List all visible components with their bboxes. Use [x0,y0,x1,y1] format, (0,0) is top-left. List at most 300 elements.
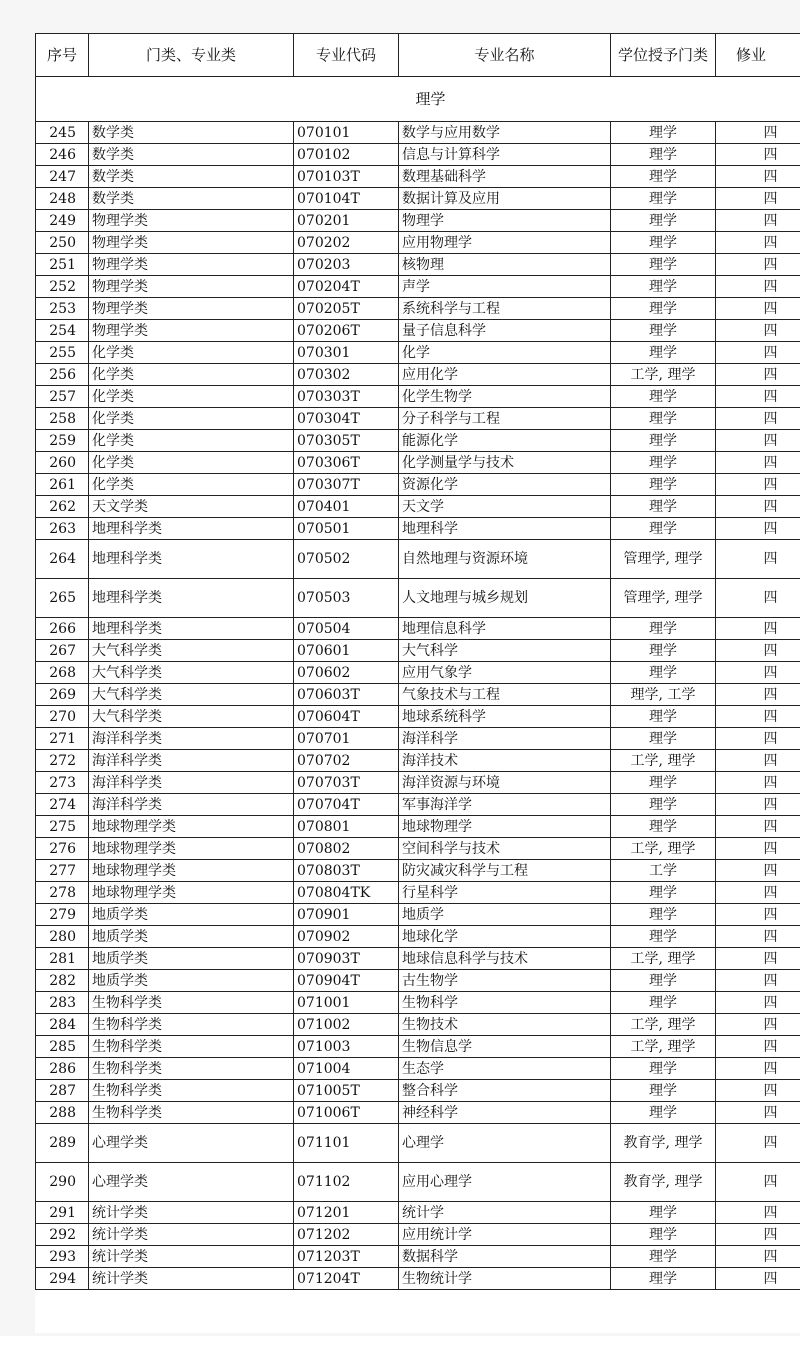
cell-name: 化学测量学与技术 [399,452,611,474]
cell-no: 275 [36,816,89,838]
cell-no: 258 [36,408,89,430]
cell-name: 数学与应用数学 [399,122,611,144]
cell-category: 化学类 [89,474,294,496]
table-row [36,122,800,144]
cell-years: 四 [716,1102,800,1124]
cell-degree: 理学 [611,166,716,188]
cell-years: 四 [716,1163,800,1202]
cell-name: 生物科学 [399,992,611,1014]
cell-category: 物理学类 [89,276,294,298]
table-row [36,706,800,728]
cell-code: 070903T [294,948,399,970]
cell-code: 070704T [294,794,399,816]
header-code: 专业代码 [294,34,399,77]
cell-code: 070103T [294,166,399,188]
cell-degree: 理学 [611,496,716,518]
cell-years: 四 [716,1036,800,1058]
cell-category: 数学类 [89,122,294,144]
table-row [36,254,800,276]
cell-no: 255 [36,342,89,364]
cell-years: 四 [716,430,800,452]
cell-code: 071005T [294,1080,399,1102]
cell-years: 四 [716,122,800,144]
header-years: 修业 [716,34,800,77]
cell-name: 心理学 [399,1124,611,1163]
cell-category: 统计学类 [89,1224,294,1246]
cell-category: 化学类 [89,386,294,408]
cell-name: 分子科学与工程 [399,408,611,430]
cell-name: 空间科学与技术 [399,838,611,860]
cell-name: 系统科学与工程 [399,298,611,320]
table-row [36,684,800,706]
cell-name: 地质学 [399,904,611,926]
cell-code: 070702 [294,750,399,772]
cell-no: 290 [36,1163,89,1202]
cell-name: 地球信息科学与技术 [399,948,611,970]
section-row [36,77,800,122]
cell-no: 250 [36,232,89,254]
cell-no: 284 [36,1014,89,1036]
table-row [36,1246,800,1268]
cell-no: 254 [36,320,89,342]
cell-name: 生物统计学 [399,1268,611,1290]
cell-category: 大气科学类 [89,684,294,706]
cell-no: 257 [36,386,89,408]
cell-years: 四 [716,640,800,662]
table-row [36,1014,800,1036]
header-category: 门类、专业类 [89,34,294,77]
table-row [36,540,800,579]
cell-years: 四 [716,904,800,926]
cell-code: 071202 [294,1224,399,1246]
table-row [36,794,800,816]
cell-degree: 理学 [611,618,716,640]
cell-code: 070204T [294,276,399,298]
table-row [36,188,800,210]
cell-no: 280 [36,926,89,948]
cell-category: 生物科学类 [89,992,294,1014]
table-row [36,1224,800,1246]
cell-no: 268 [36,662,89,684]
cell-category: 物理学类 [89,254,294,276]
cell-category: 海洋科学类 [89,794,294,816]
cell-no: 277 [36,860,89,882]
cell-name: 统计学 [399,1202,611,1224]
cell-degree: 理学 [611,728,716,750]
cell-no: 256 [36,364,89,386]
cell-years: 四 [716,662,800,684]
table-row [36,232,800,254]
cell-no: 266 [36,618,89,640]
cell-degree: 理学 [611,882,716,904]
cell-degree: 工学, 理学 [611,750,716,772]
cell-no: 283 [36,992,89,1014]
table-row [36,926,800,948]
cell-degree: 管理学, 理学 [611,540,716,579]
cell-category: 生物科学类 [89,1014,294,1036]
cell-no: 261 [36,474,89,496]
cell-category: 地质学类 [89,904,294,926]
cell-no: 271 [36,728,89,750]
cell-code: 070601 [294,640,399,662]
cell-category: 地质学类 [89,970,294,992]
cell-category: 心理学类 [89,1163,294,1202]
cell-code: 070603T [294,684,399,706]
cell-name: 地理科学 [399,518,611,540]
cell-degree: 理学 [611,1102,716,1124]
cell-years: 四 [716,386,800,408]
cell-no: 282 [36,970,89,992]
cell-years: 四 [716,1224,800,1246]
cell-no: 269 [36,684,89,706]
cell-code: 070205T [294,298,399,320]
cell-category: 化学类 [89,342,294,364]
cell-no: 252 [36,276,89,298]
cell-code: 070902 [294,926,399,948]
cell-category: 地理科学类 [89,518,294,540]
cell-category: 物理学类 [89,320,294,342]
cell-no: 272 [36,750,89,772]
cell-no: 291 [36,1202,89,1224]
cell-no: 251 [36,254,89,276]
cell-years: 四 [716,970,800,992]
cell-code: 070901 [294,904,399,926]
cell-degree: 工学 [611,860,716,882]
cell-code: 071102 [294,1163,399,1202]
cell-no: 281 [36,948,89,970]
cell-years: 四 [716,926,800,948]
cell-code: 070101 [294,122,399,144]
cell-degree: 理学 [611,386,716,408]
page-bottom-margin [0,1336,800,1368]
cell-name: 应用化学 [399,364,611,386]
table-row [36,992,800,1014]
cell-years: 四 [716,948,800,970]
table-row [36,728,800,750]
cell-years: 四 [716,342,800,364]
cell-no: 249 [36,210,89,232]
cell-code: 070302 [294,364,399,386]
cell-category: 统计学类 [89,1246,294,1268]
cell-degree: 理学 [611,144,716,166]
cell-years: 四 [716,1268,800,1290]
cell-years: 四 [716,992,800,1014]
cell-no: 264 [36,540,89,579]
cell-degree: 工学, 理学 [611,838,716,860]
cell-category: 大气科学类 [89,706,294,728]
cell-category: 地球物理学类 [89,816,294,838]
cell-years: 四 [716,540,800,579]
cell-years: 四 [716,750,800,772]
cell-no: 276 [36,838,89,860]
cell-years: 四 [716,518,800,540]
cell-name: 应用心理学 [399,1163,611,1202]
cell-years: 四 [716,474,800,496]
cell-category: 海洋科学类 [89,772,294,794]
table-row [36,579,800,618]
cell-degree: 理学 [611,254,716,276]
cell-name: 应用统计学 [399,1224,611,1246]
cell-degree: 理学 [611,122,716,144]
cell-code: 071002 [294,1014,399,1036]
cell-category: 大气科学类 [89,640,294,662]
table-row [36,750,800,772]
cell-no: 278 [36,882,89,904]
table-row [36,970,800,992]
cell-name: 数据计算及应用 [399,188,611,210]
cell-name: 生物技术 [399,1014,611,1036]
cell-code: 070201 [294,210,399,232]
cell-years: 四 [716,1202,800,1224]
cell-degree: 理学 [611,662,716,684]
table-row [36,1058,800,1080]
cell-degree: 理学 [611,276,716,298]
cell-degree: 教育学, 理学 [611,1124,716,1163]
cell-years: 四 [716,496,800,518]
cell-code: 070206T [294,320,399,342]
cell-years: 四 [716,188,800,210]
cell-code: 070801 [294,816,399,838]
cell-code: 070503 [294,579,399,618]
cell-category: 海洋科学类 [89,750,294,772]
cell-category: 物理学类 [89,232,294,254]
cell-degree: 理学 [611,518,716,540]
cell-name: 军事海洋学 [399,794,611,816]
cell-degree: 理学 [611,1268,716,1290]
cell-code: 070501 [294,518,399,540]
cell-years: 四 [716,276,800,298]
cell-degree: 理学 [611,706,716,728]
cell-degree: 理学 [611,430,716,452]
table-row [36,518,800,540]
table-row [36,386,800,408]
table-row [36,640,800,662]
cell-category: 天文学类 [89,496,294,518]
cell-years: 四 [716,618,800,640]
cell-no: 292 [36,1224,89,1246]
cell-category: 化学类 [89,408,294,430]
cell-name: 数据科学 [399,1246,611,1268]
cell-name: 气象技术与工程 [399,684,611,706]
table-row [36,276,800,298]
cell-code: 071003 [294,1036,399,1058]
cell-degree: 理学 [611,188,716,210]
table-row [36,496,800,518]
cell-category: 统计学类 [89,1202,294,1224]
cell-category: 数学类 [89,166,294,188]
header-row [36,34,800,77]
cell-years: 四 [716,364,800,386]
cell-code: 070504 [294,618,399,640]
cell-years: 四 [716,1080,800,1102]
cell-name: 声学 [399,276,611,298]
cell-name: 自然地理与资源环境 [399,540,611,579]
cell-code: 070202 [294,232,399,254]
header-name: 专业名称 [399,34,611,77]
cell-years: 四 [716,728,800,750]
cell-years: 四 [716,794,800,816]
cell-code: 070602 [294,662,399,684]
cell-no: 247 [36,166,89,188]
cell-category: 化学类 [89,430,294,452]
cell-category: 生物科学类 [89,1102,294,1124]
cell-name: 能源化学 [399,430,611,452]
cell-degree: 理学 [611,320,716,342]
cell-years: 四 [716,772,800,794]
cell-code: 070203 [294,254,399,276]
cell-no: 294 [36,1268,89,1290]
cell-years: 四 [716,452,800,474]
cell-name: 海洋科学 [399,728,611,750]
cell-degree: 理学 [611,210,716,232]
cell-category: 海洋科学类 [89,728,294,750]
cell-degree: 理学 [611,342,716,364]
cell-category: 心理学类 [89,1124,294,1163]
cell-category: 生物科学类 [89,1058,294,1080]
table-row [36,1124,800,1163]
table-row [36,166,800,188]
cell-years: 四 [716,579,800,618]
cell-no: 287 [36,1080,89,1102]
table-row [36,320,800,342]
cell-code: 070701 [294,728,399,750]
cell-no: 286 [36,1058,89,1080]
cell-name: 行星科学 [399,882,611,904]
cell-category: 物理学类 [89,298,294,320]
cell-years: 四 [716,144,800,166]
cell-category: 地理科学类 [89,540,294,579]
cell-code: 070104T [294,188,399,210]
cell-no: 246 [36,144,89,166]
cell-code: 070303T [294,386,399,408]
cell-code: 070307T [294,474,399,496]
cell-degree: 理学 [611,904,716,926]
cell-degree: 工学, 理学 [611,1014,716,1036]
cell-years: 四 [716,408,800,430]
table-row [36,838,800,860]
table-row [36,210,800,232]
cell-degree: 工学, 理学 [611,364,716,386]
cell-degree: 理学 [611,772,716,794]
cell-degree: 工学, 理学 [611,948,716,970]
cell-degree: 理学 [611,992,716,1014]
table-row [36,882,800,904]
cell-no: 279 [36,904,89,926]
cell-name: 海洋技术 [399,750,611,772]
cell-name: 资源化学 [399,474,611,496]
cell-no: 253 [36,298,89,320]
cell-years: 四 [716,882,800,904]
cell-name: 神经科学 [399,1102,611,1124]
cell-category: 统计学类 [89,1268,294,1290]
cell-degree: 理学 [611,794,716,816]
cell-degree: 工学, 理学 [611,1036,716,1058]
cell-code: 070604T [294,706,399,728]
cell-category: 数学类 [89,144,294,166]
cell-no: 262 [36,496,89,518]
cell-no: 289 [36,1124,89,1163]
cell-degree: 理学 [611,1202,716,1224]
cell-name: 海洋资源与环境 [399,772,611,794]
cell-code: 071203T [294,1246,399,1268]
cell-years: 四 [716,1058,800,1080]
cell-category: 数学类 [89,188,294,210]
cell-name: 天文学 [399,496,611,518]
cell-years: 四 [716,166,800,188]
cell-degree: 理学, 工学 [611,684,716,706]
cell-category: 大气科学类 [89,662,294,684]
cell-degree: 理学 [611,970,716,992]
table-row [36,1268,800,1290]
cell-code: 070401 [294,496,399,518]
table-row [36,430,800,452]
cell-degree: 理学 [611,926,716,948]
cell-name: 化学 [399,342,611,364]
cell-code: 071204T [294,1268,399,1290]
cell-degree: 理学 [611,816,716,838]
cell-category: 化学类 [89,452,294,474]
cell-degree: 理学 [611,298,716,320]
cell-no: 263 [36,518,89,540]
majors-table [35,33,800,1290]
cell-name: 核物理 [399,254,611,276]
table-viewport [35,33,800,1333]
cell-no: 260 [36,452,89,474]
cell-degree: 理学 [611,1224,716,1246]
header-degree: 学位授予门类 [611,34,716,77]
cell-no: 265 [36,579,89,618]
cell-category: 化学类 [89,364,294,386]
cell-name: 生态学 [399,1058,611,1080]
table-row [36,364,800,386]
section-title: 理学 [36,77,800,122]
cell-code: 071006T [294,1102,399,1124]
table-row [36,144,800,166]
cell-code: 071201 [294,1202,399,1224]
cell-category: 地理科学类 [89,618,294,640]
cell-years: 四 [716,816,800,838]
table-row [36,662,800,684]
table-row [36,816,800,838]
table-row [36,298,800,320]
cell-code: 070502 [294,540,399,579]
table-row [36,1202,800,1224]
cell-code: 070803T [294,860,399,882]
table-row [36,904,800,926]
cell-category: 地球物理学类 [89,860,294,882]
cell-years: 四 [716,684,800,706]
cell-name: 应用气象学 [399,662,611,684]
cell-years: 四 [716,706,800,728]
cell-category: 地球物理学类 [89,838,294,860]
cell-code: 071004 [294,1058,399,1080]
cell-degree: 理学 [611,232,716,254]
cell-degree: 理学 [611,1058,716,1080]
cell-code: 071101 [294,1124,399,1163]
cell-code: 070904T [294,970,399,992]
cell-code: 071001 [294,992,399,1014]
cell-code: 070305T [294,430,399,452]
cell-name: 地理信息科学 [399,618,611,640]
cell-years: 四 [716,298,800,320]
cell-name: 整合科学 [399,1080,611,1102]
cell-no: 259 [36,430,89,452]
cell-name: 防灾减灾科学与工程 [399,860,611,882]
cell-name: 大气科学 [399,640,611,662]
table-row [36,948,800,970]
cell-no: 273 [36,772,89,794]
table-row [36,1036,800,1058]
